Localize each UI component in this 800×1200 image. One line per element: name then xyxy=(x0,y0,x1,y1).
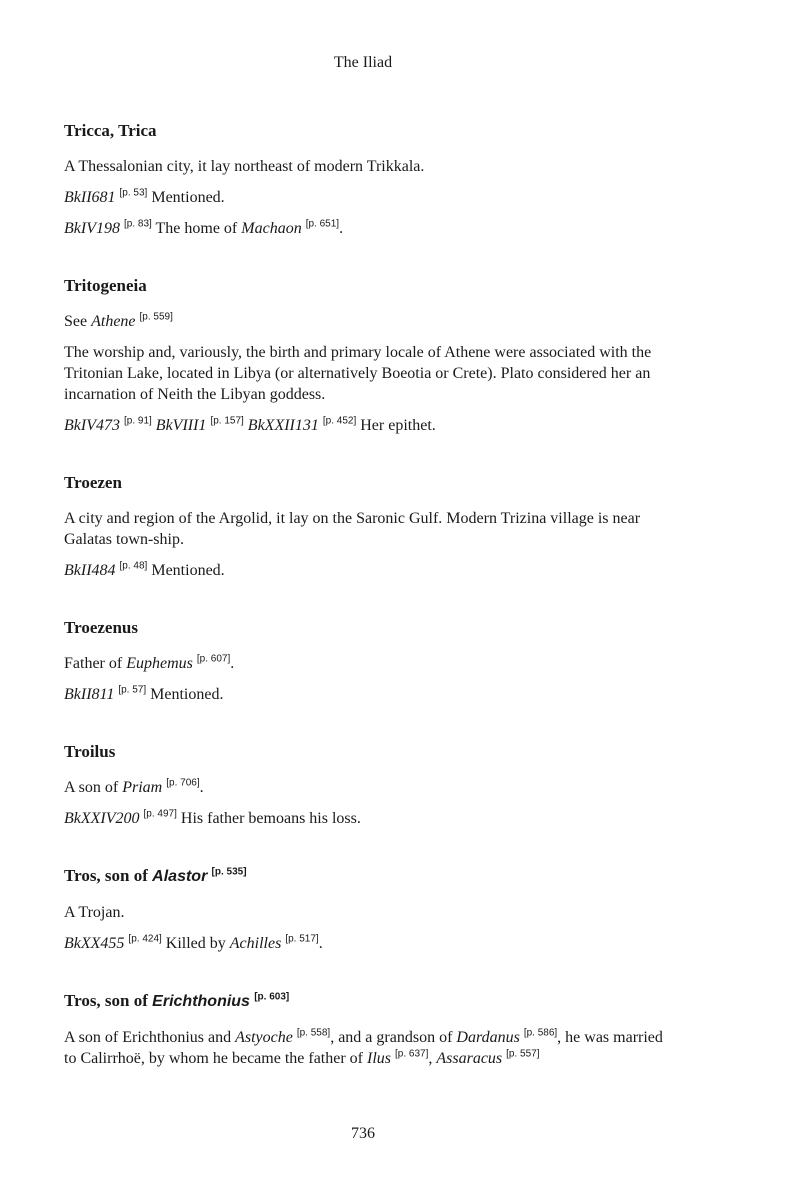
page-reference[interactable]: [p. 603] xyxy=(254,991,290,1003)
entry-paragraph xyxy=(64,808,664,829)
cross-reference-link[interactable]: Achilles xyxy=(229,935,282,952)
text-span: . xyxy=(318,935,323,952)
page-reference[interactable]: [p. 557] xyxy=(506,1048,540,1060)
text-span: Mentioned. xyxy=(146,686,224,703)
entry-paragraph xyxy=(64,933,664,954)
entry-heading xyxy=(64,990,664,1013)
page-reference[interactable]: [p. 558] xyxy=(296,1027,331,1039)
page-reference[interactable]: [p. 424] xyxy=(128,933,162,945)
text-span: The home of xyxy=(151,220,242,237)
text-span: Father of xyxy=(64,655,127,672)
entry-paragraph xyxy=(64,560,664,581)
page-reference[interactable]: [p. 559] xyxy=(139,311,173,323)
page-reference[interactable]: [p. 535] xyxy=(211,866,247,878)
entry-paragraph xyxy=(64,1027,664,1069)
entry-paragraph xyxy=(64,218,664,239)
entry-heading-text: Troezen xyxy=(64,473,122,492)
text-span: , and a grandson of xyxy=(330,1029,457,1046)
page-reference[interactable]: [p. 53] xyxy=(119,187,148,199)
entry-paragraph xyxy=(64,187,664,208)
page-reference[interactable]: [p. 91] xyxy=(123,415,152,427)
cross-reference-link[interactable]: Ilus xyxy=(367,1050,391,1067)
text-span: , xyxy=(428,1050,437,1067)
cross-reference-link[interactable]: Machaon xyxy=(241,220,302,237)
entry-paragraph xyxy=(64,777,664,798)
entry-heading xyxy=(64,741,664,763)
entry-paragraph xyxy=(64,684,664,705)
book-line-reference[interactable]: BkXXIV200 xyxy=(64,810,140,827)
entry-heading xyxy=(64,865,664,888)
entry-heading xyxy=(64,617,664,639)
glossary-entry xyxy=(64,120,664,239)
page-reference[interactable]: [p. 48] xyxy=(119,560,148,572)
page-reference[interactable]: [p. 83] xyxy=(123,218,152,230)
entry-paragraph xyxy=(64,902,664,923)
cross-reference-link[interactable]: Astyoche xyxy=(235,1029,293,1046)
text-span: . xyxy=(339,220,344,237)
entry-heading-text: Troilus xyxy=(64,742,116,761)
text-span: Her epithet. xyxy=(356,417,436,434)
entry-paragraph xyxy=(64,653,664,674)
text-span: A Thessalonian city, it lay northeast of modern Trikkala. xyxy=(64,158,425,175)
entry-heading xyxy=(64,275,664,297)
entry-paragraph xyxy=(64,342,664,405)
entry-heading-text: Tros, son of xyxy=(64,866,148,885)
entry-paragraph xyxy=(64,508,664,550)
glossary-entry xyxy=(64,617,664,705)
book-line-reference[interactable]: BkXX455 xyxy=(64,935,125,952)
page-reference[interactable]: [p. 607] xyxy=(196,653,231,665)
text-span: . xyxy=(199,779,204,796)
entry-paragraph xyxy=(64,311,664,332)
book-line-reference[interactable]: BkXXII131 xyxy=(247,417,319,434)
text-span: A son of Erichthonius and xyxy=(64,1029,236,1046)
book-line-reference[interactable]: BkIV473 xyxy=(64,417,120,434)
text-span: . xyxy=(230,655,235,672)
page-reference[interactable]: [p. 157] xyxy=(210,415,244,427)
text-span: Killed by xyxy=(161,935,230,952)
cross-reference-link[interactable]: Assaracus xyxy=(436,1050,503,1067)
running-head: The Iliad xyxy=(333,54,393,71)
page-reference[interactable]: [p. 57] xyxy=(118,684,147,696)
text-span: , he was married to Calirrhoë, by whom he became the father of xyxy=(64,1029,663,1067)
entry-paragraph xyxy=(64,156,664,177)
cross-reference-link[interactable]: Dardanus xyxy=(456,1029,520,1046)
entry-heading-text: Tros, son of xyxy=(64,991,148,1010)
book-line-reference[interactable]: BkII811 xyxy=(64,686,115,703)
book-line-reference[interactable]: BkII484 xyxy=(64,562,116,579)
text-span: A son of xyxy=(64,779,123,796)
text-span: The worship and, variously, the birth and primary locale of Athene were associated with the Tritonian Lake, located in Libya (or alternatively Boeotia or Crete). Plato considered her an incarnation of Neith the Libyan goddess. xyxy=(64,344,652,403)
page-reference[interactable]: [p. 637] xyxy=(395,1048,429,1060)
page-reference[interactable]: [p. 497] xyxy=(143,808,177,820)
text-span: See xyxy=(64,313,92,330)
page-reference[interactable]: [p. 586] xyxy=(523,1027,558,1039)
text-span: A city and region of the Argolid, it lay on the Saronic Gulf. Modern Trizina village is near Galatas town-ship. xyxy=(64,510,641,548)
glossary-entry xyxy=(64,275,664,436)
book-line-reference[interactable]: BkVIII1 xyxy=(155,417,207,434)
entry-heading-text: Tritogeneia xyxy=(64,276,147,295)
page-number: 736 xyxy=(351,1125,375,1142)
entry-paragraph xyxy=(64,415,664,436)
entry-heading xyxy=(64,472,664,494)
page-reference[interactable]: [p. 517] xyxy=(285,933,319,945)
entry-heading-text: Troezenus xyxy=(64,618,138,637)
glossary-entry xyxy=(64,741,664,829)
text-span: A Trojan. xyxy=(64,904,125,921)
glossary-entry xyxy=(64,865,664,954)
glossary-content xyxy=(64,120,664,1105)
text-span: His father bemoans his loss. xyxy=(176,810,361,827)
book-line-reference[interactable]: BkII681 xyxy=(64,189,116,206)
glossary-entry xyxy=(64,472,664,581)
book-line-reference[interactable]: BkIV198 xyxy=(64,220,120,237)
text-span: Mentioned. xyxy=(147,562,225,579)
cross-reference-link[interactable]: Athene xyxy=(91,313,136,330)
page-reference[interactable]: [p. 452] xyxy=(322,415,357,427)
cross-reference-link[interactable]: Priam xyxy=(122,779,163,796)
cross-reference-link[interactable]: Euphemus xyxy=(126,655,193,672)
page-reference[interactable]: [p. 706] xyxy=(166,777,200,789)
entry-heading xyxy=(64,120,664,142)
glossary-entry xyxy=(64,990,664,1069)
text-span: Mentioned. xyxy=(147,189,225,206)
entry-heading-link[interactable]: Alastor xyxy=(152,868,208,885)
entry-heading-text: Tricca, Trica xyxy=(64,121,157,140)
entry-heading-link[interactable]: Erichthonius xyxy=(152,993,250,1010)
page-reference[interactable]: [p. 651] xyxy=(305,218,340,230)
